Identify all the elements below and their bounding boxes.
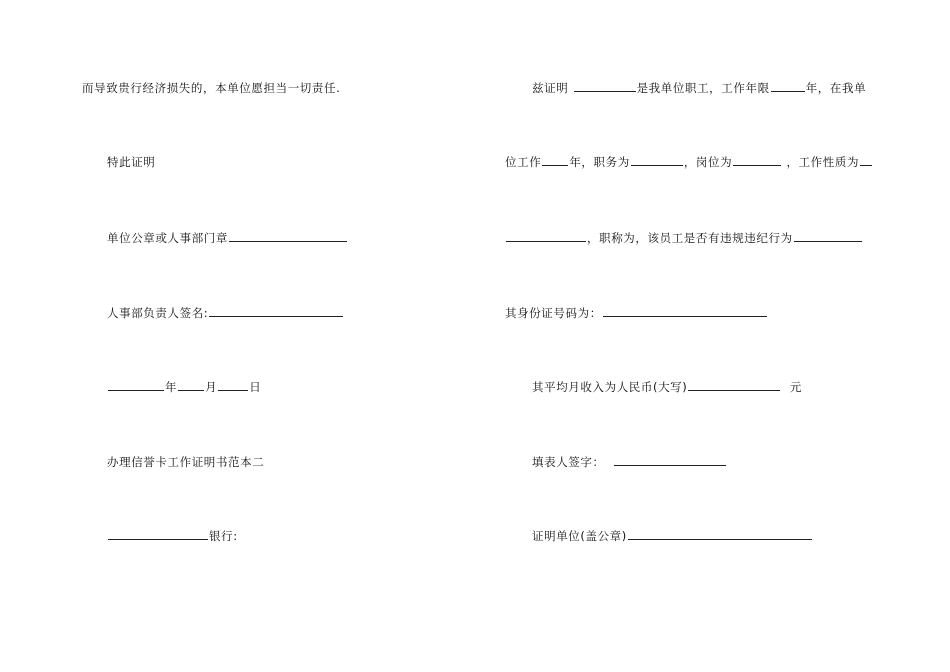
id-number-line	[505, 305, 768, 321]
post-blank	[733, 154, 781, 166]
tenure-blank	[771, 80, 805, 92]
work-nature-label: ，工作性质为	[786, 155, 860, 169]
certifying-unit-label: 证明单位(盖公章)	[532, 529, 627, 543]
work-label: 位工作	[505, 155, 542, 169]
day-label: 日	[249, 380, 262, 394]
duty-label: 年，职务为	[569, 155, 630, 169]
certifying-unit-line	[532, 528, 813, 544]
violation-blank	[794, 230, 862, 242]
date-line	[107, 379, 261, 395]
unit-work-label: 年，在我单	[805, 81, 867, 95]
work-nature-blank	[860, 154, 872, 166]
hr-signature-label: 人事部负责人签名:	[107, 306, 209, 320]
title-violation-line	[505, 230, 863, 246]
id-number-blank	[603, 305, 767, 317]
post-label: ，岗位为	[683, 155, 733, 169]
bank-line	[107, 528, 238, 544]
liability-text: 而导致贵行经济损失的，本单位愿担当一切责任.	[82, 81, 341, 95]
work-nature-blank-cont	[506, 230, 586, 242]
bank-name-blank	[108, 528, 208, 540]
year-label: 年	[165, 380, 178, 394]
hr-signature-line	[107, 305, 344, 321]
year-blank	[108, 379, 164, 391]
day-blank	[218, 379, 248, 391]
liability-statement	[82, 80, 340, 96]
filler-signature-line	[532, 454, 727, 470]
duty-blank	[631, 154, 683, 166]
title-violation-label: ，职称为，该员工是否有违规违纪行为	[587, 231, 793, 245]
id-number-label: 其身份证号码为：	[505, 306, 602, 320]
unit-seal-blank	[229, 230, 347, 242]
certify-label: 兹证明	[532, 81, 569, 95]
month-blank	[178, 379, 204, 391]
hr-signature-blank	[209, 305, 343, 317]
employee-name-blank	[574, 80, 636, 92]
filler-signature-label: 填表人签字：	[532, 455, 605, 469]
position-line	[505, 154, 873, 170]
template-title-text: 办理信誉卡工作证明书范本二	[107, 455, 265, 469]
employment-line	[532, 80, 866, 96]
special-certification-text: 特此证明	[107, 155, 156, 169]
income-blank	[688, 379, 780, 391]
income-line	[532, 379, 802, 395]
work-years-blank	[542, 154, 568, 166]
bank-label: 银行:	[209, 529, 238, 543]
filler-signature-blank	[614, 454, 726, 466]
unit-seal-line	[107, 230, 348, 246]
employee-tenure-label: 是我单位职工，工作年限	[636, 81, 770, 95]
month-label: 月	[205, 380, 218, 394]
unit-seal-label: 单位公章或人事部门章	[107, 231, 228, 245]
certifying-unit-blank	[628, 528, 812, 540]
currency-unit-label: 元	[789, 380, 802, 394]
special-certification	[107, 154, 155, 170]
income-label: 其平均月收入为人民币(大写)	[532, 380, 688, 394]
template-title	[107, 454, 264, 470]
